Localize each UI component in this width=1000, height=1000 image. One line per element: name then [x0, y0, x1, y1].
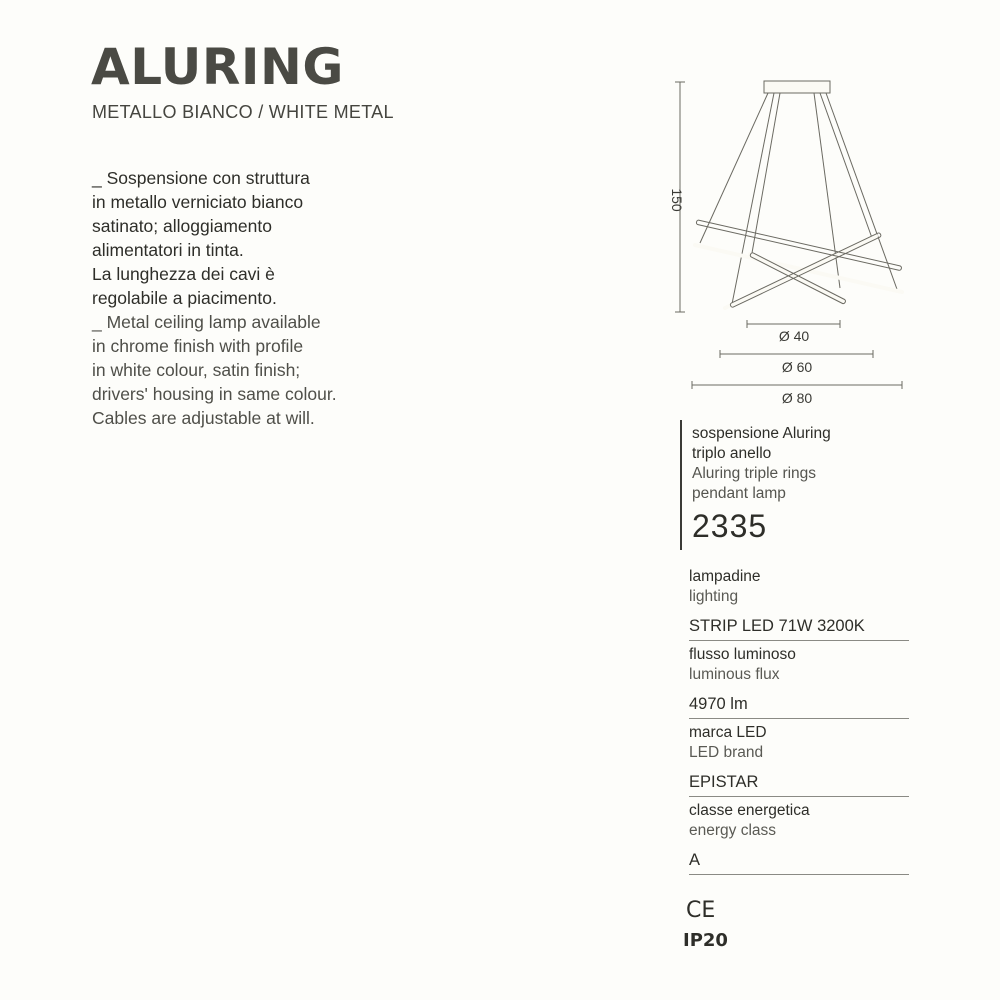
description-line: La lunghezza dei cavi è [92, 264, 275, 284]
spec-value: A [689, 849, 909, 875]
ceiling-canopy [764, 81, 830, 93]
product-info [680, 420, 922, 550]
spec-label-en: luminous flux [689, 666, 780, 683]
ce-mark-icon: CE [686, 898, 716, 923]
spec-luminous-flux [689, 645, 909, 719]
description-line: in white colour, satin finish; [92, 360, 301, 380]
material-subtitle: METALLO BIANCO / WHITE METAL [92, 102, 394, 122]
spec-label: classe energetica [689, 802, 810, 819]
description-line: satinato; alloggiamento [92, 216, 272, 236]
spec-label-en: energy class [689, 822, 777, 839]
product-name-it: sospensione Aluring [692, 425, 831, 442]
spec-label-en: LED brand [689, 744, 764, 761]
product-code: 2335 [692, 508, 768, 544]
diameter-medium-label: Ø 60 [781, 359, 813, 375]
height-label: 150 [669, 188, 685, 212]
description-line: _ Sospensione con struttura [92, 168, 310, 188]
description-line: in chrome finish with profile [92, 336, 304, 356]
product-name-it: triplo anello [692, 445, 772, 462]
page-title: ALURING [91, 38, 344, 96]
ring-large [696, 220, 902, 271]
spec-label: marca LED [689, 724, 767, 741]
product-name-en: Aluring triple rings [692, 465, 817, 482]
ip-rating: IP20 [683, 930, 728, 951]
description-line: alimentatori in tinta. [92, 240, 244, 260]
spec-value: EPISTAR [689, 771, 909, 797]
spec-value: STRIP LED 71W 3200K [689, 615, 909, 641]
spec-lighting [689, 567, 909, 641]
spec-label: flusso luminoso [689, 646, 796, 663]
diameter-large-label: Ø 80 [781, 390, 813, 406]
spec-led-brand [689, 723, 909, 797]
spec-energy-class [689, 801, 909, 875]
description-line: in metallo verniciato bianco [92, 192, 304, 212]
spec-label: lampadine [689, 568, 761, 585]
description-line: _ Metal ceiling lamp available [92, 312, 321, 332]
description-line: regolabile a piacimento. [92, 288, 277, 308]
product-name-en: pendant lamp [692, 485, 786, 502]
description [92, 166, 432, 430]
diameter-small-label: Ø 40 [778, 328, 810, 344]
spec-label-en: lighting [689, 588, 739, 605]
description-line: drivers' housing in same colour. [92, 384, 337, 404]
technical-drawing [650, 70, 920, 410]
description-line: Cables are adjustable at will. [92, 408, 315, 428]
spec-value: 4970 lm [689, 693, 909, 719]
